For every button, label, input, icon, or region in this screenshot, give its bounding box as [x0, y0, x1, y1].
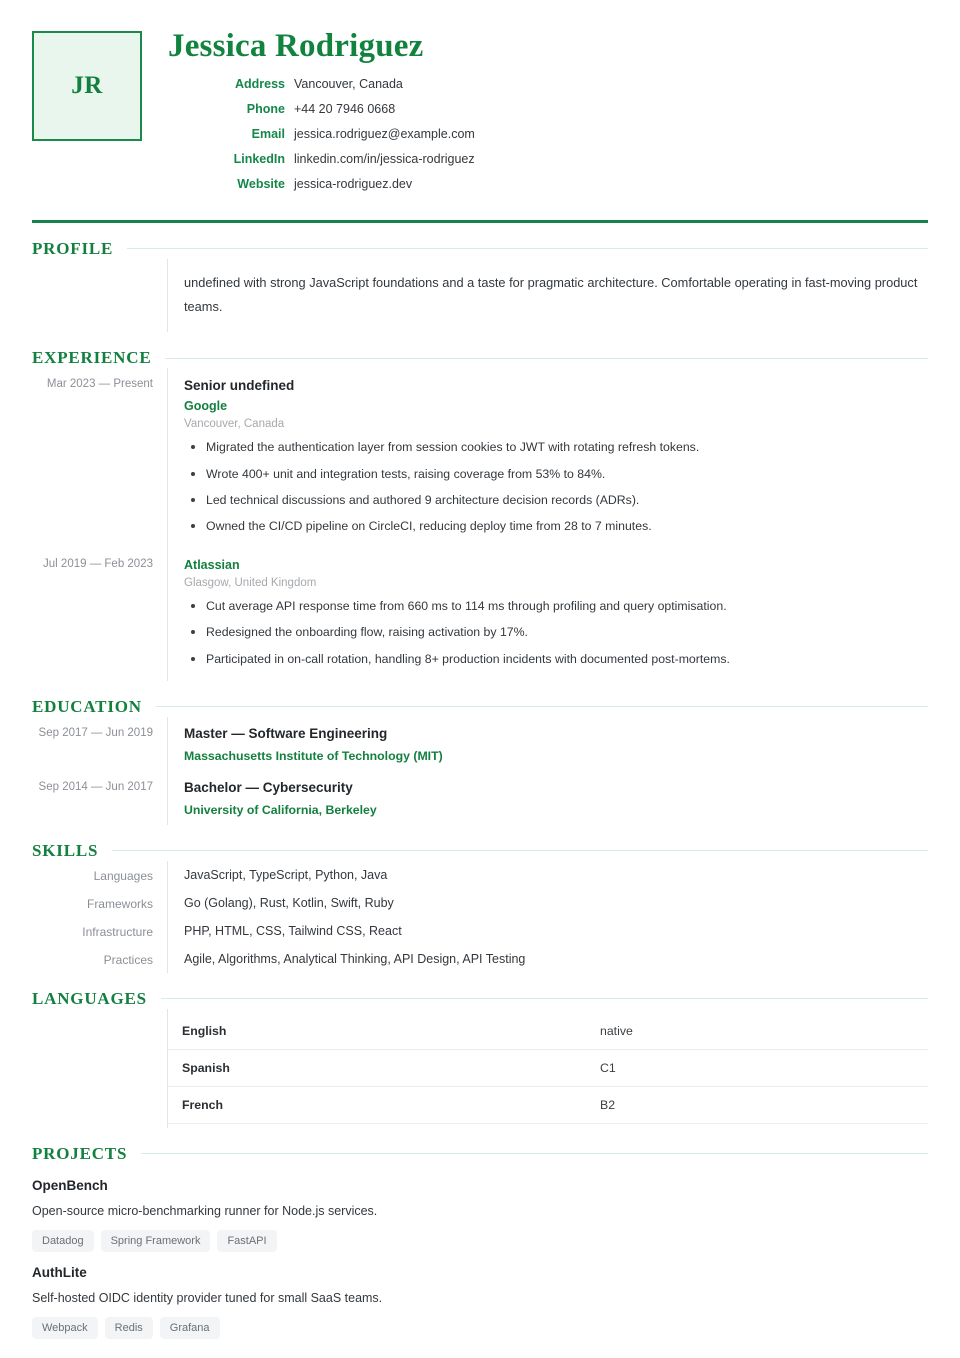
tag-chip: FastAPI: [217, 1230, 276, 1252]
skill-category: Practices: [103, 952, 153, 967]
education-dates: Sep 2017 — Jun 2019: [38, 726, 153, 739]
experience-location: Glasgow, United Kingdom: [184, 577, 317, 590]
profile-gutter: [32, 259, 167, 332]
bullet-item: Migrated the authentication layer from session cookies to JWT with rotating refresh tokens.: [184, 439, 928, 456]
skill-content: [167, 889, 928, 917]
tag-chip: Datadog: [32, 1230, 94, 1252]
project-item: [32, 1178, 928, 1252]
experience-dates: Mar 2023 — Present: [46, 378, 153, 391]
contact-list: [168, 77, 928, 202]
skill-values: Agile, Algorithms, Analytical Thinking, API Design, API Testing: [184, 951, 526, 966]
experience-content: [167, 368, 928, 548]
section-rule: [165, 358, 928, 359]
contact-label: Website: [237, 176, 285, 191]
skill-row: [32, 945, 928, 973]
tag-chip: Grafana: [160, 1317, 220, 1339]
languages-gutter: [32, 1009, 167, 1128]
section-languages: [32, 989, 928, 1128]
section-title-languages: LANGUAGES: [32, 988, 147, 1008]
contact-value-email[interactable]: jessica.rodriguez@example.com: [294, 126, 475, 141]
languages-row: [32, 1009, 928, 1128]
profile-summary: undefined with strong JavaScript foundations and a taste for pragmatic architecture. Comfortable operating in fast-moving product teams.: [184, 274, 918, 314]
contact-label: LinkedIn: [233, 151, 285, 166]
experience-company: Google: [184, 399, 228, 414]
skill-row: [32, 917, 928, 945]
projects-list: [32, 1178, 928, 1339]
section-title-profile: PROFILE: [32, 238, 114, 258]
skill-values: Go (Golang), Rust, Kotlin, Swift, Ruby: [184, 895, 394, 910]
section-skills: [32, 841, 928, 973]
section-header: [32, 989, 928, 1009]
monogram-avatar: [32, 31, 142, 141]
profile-row: [32, 259, 928, 332]
education-content: [167, 717, 928, 771]
section-rule: [127, 248, 928, 249]
bullet-item: Led technical discussions and authored 9 architecture decision records (ADRs).: [184, 492, 928, 509]
contact-value-website[interactable]: jessica-rodriguez.dev: [294, 176, 413, 191]
candidate-name: Jessica Rodriguez: [168, 28, 424, 64]
experience-bullets: [184, 439, 928, 535]
experience-job-title: Senior undefined: [184, 378, 295, 394]
section-header: [32, 1144, 928, 1164]
section-title-experience: EXPERIENCE: [32, 348, 152, 368]
table-row: [168, 1049, 928, 1086]
header-details: [142, 28, 928, 202]
contact-label: Address: [234, 76, 285, 91]
education-dates: Sep 2014 — Jun 2017: [38, 780, 153, 793]
skill-category: Infrastructure: [82, 924, 153, 939]
project-description: Open-source micro-benchmarking runner for Node.js services.: [32, 1203, 378, 1218]
section-rule: [112, 850, 928, 851]
education-school: University of California, Berkeley: [184, 802, 377, 817]
section-rule: [156, 706, 928, 707]
education-degree: Master — Software Engineering: [184, 725, 388, 741]
profile-content: [167, 259, 928, 332]
section-title-skills: SKILLS: [32, 840, 99, 860]
skill-content: [167, 945, 928, 973]
contact-row-phone: [168, 102, 928, 127]
languages-content: [167, 1009, 928, 1128]
contact-value-address: Vancouver, Canada: [294, 76, 403, 91]
section-header: [32, 841, 928, 861]
contact-value-linkedin[interactable]: linkedin.com/in/jessica-rodriguez: [294, 151, 475, 166]
section-title-education: EDUCATION: [32, 696, 142, 716]
skill-row: [32, 889, 928, 917]
contact-label: Phone: [246, 101, 285, 116]
section-profile: [32, 239, 928, 332]
education-school: Massachusetts Institute of Technology (MIT): [184, 748, 443, 763]
education-degree: Bachelor — Cybersecurity: [184, 779, 353, 795]
project-tags: [32, 1317, 928, 1339]
experience-location: Vancouver, Canada: [184, 418, 285, 431]
tag-chip: Redis: [105, 1317, 153, 1339]
experience-bullets: [184, 598, 928, 668]
tag-chip: Webpack: [32, 1317, 98, 1339]
skill-row: [32, 861, 928, 889]
language-name: Spanish: [168, 1049, 586, 1086]
skill-values: PHP, HTML, CSS, Tailwind CSS, React: [184, 923, 402, 938]
bullet-item: Owned the CI/CD pipeline on CircleCI, reducing deploy time from 28 to 7 minutes.: [184, 518, 928, 535]
contact-row-linkedin: [168, 152, 928, 177]
table-row: [168, 1086, 928, 1123]
language-level: C1: [586, 1049, 928, 1086]
project-tags: [32, 1230, 928, 1252]
contact-row-address: [168, 77, 928, 102]
section-projects: [32, 1144, 928, 1339]
contact-value-phone[interactable]: +44 20 7946 0668: [294, 101, 396, 116]
experience-item: [32, 368, 928, 548]
section-education: [32, 697, 928, 825]
education-content: [167, 771, 928, 825]
section-header: [32, 348, 928, 368]
header-divider: [32, 220, 928, 223]
bullet-item: Participated in on-call rotation, handling 8+ production incidents with documented post-mortems.: [184, 651, 928, 668]
language-level: B2: [586, 1086, 928, 1123]
project-description: Self-hosted OIDC identity provider tuned for small SaaS teams.: [32, 1290, 383, 1305]
bullet-item: Cut average API response time from 660 ms to 114 ms through profiling and query optimisation.: [184, 598, 928, 615]
language-name: English: [168, 1013, 586, 1050]
education-item: [32, 771, 928, 825]
monogram-initials: JR: [71, 72, 103, 99]
bullet-item: Wrote 400+ unit and integration tests, raising coverage from 53% to 84%.: [184, 466, 928, 483]
languages-table: [168, 1013, 928, 1124]
skill-category: Frameworks: [86, 896, 153, 911]
section-experience: [32, 348, 928, 680]
resume-header: [32, 0, 928, 202]
bullet-item: Redesigned the onboarding flow, raising activation by 17%.: [184, 624, 928, 641]
table-row: [168, 1013, 928, 1050]
experience-item: [32, 548, 928, 681]
experience-content: [167, 548, 928, 681]
project-item: [32, 1265, 928, 1339]
contact-row-email: [168, 127, 928, 152]
experience-dates: Jul 2019 — Feb 2023: [43, 558, 153, 571]
section-title-projects: PROJECTS: [32, 1143, 128, 1163]
language-level: native: [586, 1013, 928, 1050]
education-item: [32, 717, 928, 771]
experience-company: Atlassian: [184, 558, 240, 573]
tag-chip: Spring Framework: [101, 1230, 211, 1252]
project-name: AuthLite: [32, 1264, 87, 1280]
skill-category: Languages: [93, 868, 153, 883]
project-name: OpenBench: [32, 1177, 108, 1193]
skill-content: [167, 917, 928, 945]
contact-label: Email: [251, 126, 285, 141]
section-header: [32, 697, 928, 717]
language-name: French: [168, 1086, 586, 1123]
skill-values: JavaScript, TypeScript, Python, Java: [184, 867, 388, 882]
section-rule: [141, 1153, 928, 1154]
section-rule: [161, 998, 928, 999]
section-header: [32, 239, 928, 259]
skill-content: [167, 861, 928, 889]
contact-row-website: [168, 177, 928, 202]
